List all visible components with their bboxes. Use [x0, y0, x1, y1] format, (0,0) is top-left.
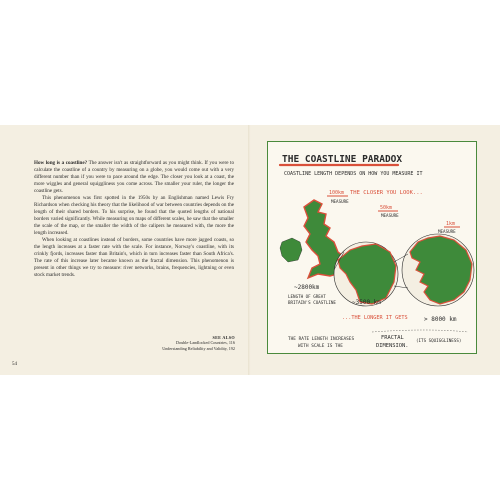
- length-8000: > 8000 km: [424, 316, 457, 323]
- ireland-map: [280, 238, 302, 262]
- book-spread: [0, 125, 500, 375]
- left-page-text: [34, 160, 234, 279]
- see-also-link-1[interactable]: Double-Landlocked Countries, 116: [175, 340, 235, 346]
- rate-line-1: THE RATE LENGTH INCREASES: [288, 337, 355, 342]
- rate-line-2: WITH SCALE IS THE: [298, 344, 343, 349]
- ruler-100-label: 100km: [329, 190, 345, 196]
- see-also-heading: SEE ALSO: [212, 335, 235, 340]
- paragraph-3-body: When looking at coastlines instead of borders, some countries have more jagged coasts, so the length increases at a faster rate with the scale. For instance, Norway's coastline, with its crinkly fjords, increases faster than Britain's, which in turn increases faster than South Africa's. The rate of this increase later became known as the fractal dimension. This phenomenon is present in other things we try to measure: river networks, brains, frequencies, lightning or even stock market trends.: [34, 237, 234, 278]
- paragraph-1-body: The answer isn't as straightforward as you might think. If you were to calculate the coastline of a country by measuring on a globe, you would come out with a very different number than if you were to pace around the edge. The closer you look at a coast, the more wiggles and general squiggliness you come across. The smaller your ruler, the longer the coastline gets.: [34, 160, 234, 194]
- note-divider: [372, 330, 468, 332]
- paragraph-2: [34, 195, 234, 237]
- see-also-link-2[interactable]: Understanding Reliability and Validity, 192: [162, 345, 235, 351]
- fractal-word-1: FRACTAL: [381, 335, 404, 341]
- page-gutter: [248, 125, 252, 375]
- see-also-box: [120, 335, 235, 351]
- illustration-title: THE COASTLINE PARADOX: [282, 154, 403, 165]
- ruler-100-unit: MEASURE: [331, 199, 349, 204]
- coastline-illustration: [267, 141, 477, 354]
- length-2800: ~2800km: [294, 284, 320, 291]
- page-number: 54: [12, 362, 17, 367]
- paragraph-2-body: This phenomenon was first spotted in the 1950s by an Englishman named Lewis Fry Richardson when checking his theory that the likelihood of war between countries depends on the length of their shared borders. To his surprise, he found that the quoted lengths of national borders varied significantly. While measuring on maps of different scales, he saw that the smaller the scale of the map, or the smaller the width of the calipers he measured with, the more the length increased.: [34, 195, 234, 236]
- ruler-1-label: 1km: [446, 221, 456, 227]
- illustration-svg: [268, 142, 478, 355]
- ruler-50-label: 50km: [380, 205, 393, 211]
- illustration-subtitle: COASTLINE LENGTH DEPENDS ON HOW YOU MEASURE IT: [284, 171, 423, 177]
- closer-label: THE CLOSER YOU LOOK...: [350, 190, 423, 196]
- ruler-1-unit: MEASURE: [438, 229, 456, 234]
- lead-question: How long is a coastline?: [34, 160, 88, 166]
- ruler-50-unit: MEASURE: [381, 213, 399, 218]
- length-3500: ~3500 km: [352, 299, 381, 306]
- squiggliness-note: (ITS SQUIGGLINESS): [416, 338, 462, 343]
- longer-label: ...THE LONGER IT GETS: [342, 315, 408, 321]
- length-caption-1: LENGTH OF GREAT: [288, 294, 326, 299]
- length-caption-2: BRITAIN'S COASTLINE: [288, 300, 336, 305]
- paragraph-1: [34, 160, 234, 195]
- fractal-word-2: DIMENSION.: [376, 343, 409, 349]
- paragraph-3: [34, 237, 234, 279]
